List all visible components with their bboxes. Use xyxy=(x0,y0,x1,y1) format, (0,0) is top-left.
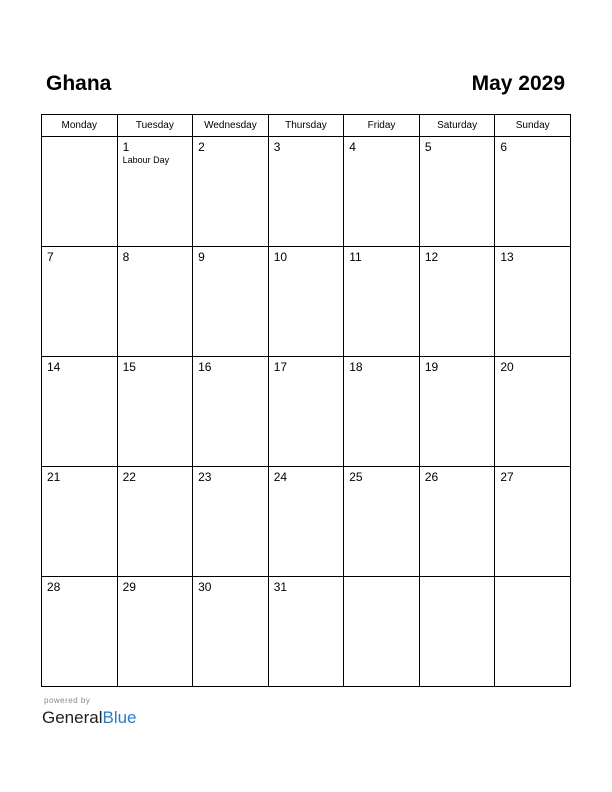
holiday-label xyxy=(420,484,495,485)
day-cell xyxy=(419,247,495,357)
day-cell xyxy=(117,577,193,687)
day-cell xyxy=(193,467,269,577)
holiday-label xyxy=(269,154,344,155)
week-row xyxy=(42,137,571,247)
holiday-label xyxy=(269,374,344,375)
holiday-label xyxy=(495,580,570,581)
day-number: 28 xyxy=(47,580,61,594)
day-cell xyxy=(268,467,344,577)
day-cell xyxy=(117,137,193,247)
day-cell xyxy=(193,357,269,467)
weekday-header: Sunday xyxy=(495,115,571,137)
day-number: 3 xyxy=(273,140,281,154)
holiday-label xyxy=(193,484,268,485)
holiday-label xyxy=(420,264,495,265)
day-cell xyxy=(42,357,118,467)
day-cell xyxy=(419,467,495,577)
weekday-header: Saturday xyxy=(419,115,495,137)
day-number: 4 xyxy=(349,140,356,154)
day-number: 29 xyxy=(122,580,136,594)
day-cell xyxy=(193,577,269,687)
day-cell xyxy=(344,247,420,357)
day-cell xyxy=(419,577,495,687)
day-number: 30 xyxy=(198,580,212,594)
holiday-label xyxy=(495,264,570,265)
country-title: Ghana xyxy=(46,72,112,95)
holiday-label xyxy=(420,374,495,375)
day-number: 21 xyxy=(47,470,61,484)
holiday-label xyxy=(42,484,117,485)
day-number: 19 xyxy=(424,360,439,374)
day-cell xyxy=(419,137,495,247)
holiday-label xyxy=(495,374,570,375)
holiday-label xyxy=(420,580,495,581)
day-cell xyxy=(495,137,571,247)
day-number: 25 xyxy=(349,470,363,484)
day-cell xyxy=(42,577,118,687)
day-number: 15 xyxy=(122,360,136,374)
holiday-label xyxy=(269,594,344,595)
day-cell xyxy=(268,247,344,357)
day-number: 24 xyxy=(273,470,288,484)
day-number: 26 xyxy=(424,470,439,484)
generalblue-logo[interactable] xyxy=(42,707,137,729)
day-cell xyxy=(344,467,420,577)
weekday-header-row xyxy=(42,115,571,137)
holiday-label xyxy=(42,264,117,265)
day-number: 11 xyxy=(349,250,362,264)
day-number: 14 xyxy=(47,360,61,374)
day-cell xyxy=(495,467,571,577)
week-row xyxy=(42,247,571,357)
holiday-label xyxy=(269,484,344,485)
holiday-label xyxy=(118,484,193,485)
week-row xyxy=(42,467,571,577)
calendar-grid xyxy=(41,114,571,687)
weekday-header: Thursday xyxy=(268,115,344,137)
day-cell xyxy=(193,247,269,357)
day-cell xyxy=(495,357,571,467)
holiday-label xyxy=(193,154,268,155)
day-number: 22 xyxy=(122,470,136,484)
holiday-label xyxy=(118,374,193,375)
day-number: 12 xyxy=(424,250,439,264)
day-cell xyxy=(495,247,571,357)
day-cell xyxy=(42,247,118,357)
powered-by-text: powered by xyxy=(44,696,91,705)
day-cell xyxy=(268,357,344,467)
holiday-label: Labour Day xyxy=(122,155,170,165)
day-number: 16 xyxy=(198,360,212,374)
holiday-label xyxy=(344,580,419,581)
week-row xyxy=(42,577,571,687)
holiday-label xyxy=(269,264,344,265)
day-number: 1 xyxy=(122,140,130,154)
holiday-label xyxy=(344,154,419,155)
weekday-header: Tuesday xyxy=(117,115,193,137)
holiday-label xyxy=(42,374,117,375)
month-year-title: May 2029 xyxy=(471,72,565,95)
holiday-label xyxy=(193,264,268,265)
day-number: 17 xyxy=(273,360,288,374)
holiday-label xyxy=(193,594,268,595)
holiday-label xyxy=(42,140,117,141)
day-cell xyxy=(193,137,269,247)
weekday-header: Friday xyxy=(344,115,420,137)
week-row xyxy=(42,357,571,467)
day-cell xyxy=(117,247,193,357)
day-cell xyxy=(344,357,420,467)
holiday-label xyxy=(495,484,570,485)
holiday-label xyxy=(118,594,193,595)
day-number: 20 xyxy=(500,360,514,374)
footer-branding xyxy=(42,696,137,729)
day-cell xyxy=(268,137,344,247)
day-number: 9 xyxy=(198,250,205,264)
day-cell xyxy=(117,357,193,467)
day-cell xyxy=(419,357,495,467)
day-number: 18 xyxy=(349,360,363,374)
day-number: 7 xyxy=(47,250,54,264)
day-cell xyxy=(495,577,571,687)
holiday-label xyxy=(193,374,268,375)
day-cell xyxy=(42,467,118,577)
day-number: 13 xyxy=(500,250,514,264)
holiday-label xyxy=(495,154,570,155)
holiday-label xyxy=(344,484,419,485)
day-number: 10 xyxy=(273,250,288,264)
day-number: 27 xyxy=(500,470,514,484)
holiday-label xyxy=(42,594,117,595)
day-number: 5 xyxy=(424,140,432,154)
day-number: 2 xyxy=(198,140,205,154)
weekday-header: Monday xyxy=(42,115,118,137)
day-cell xyxy=(344,577,420,687)
holiday-label xyxy=(344,264,419,265)
holiday-label xyxy=(420,154,495,155)
brand-general-text: General xyxy=(42,708,103,727)
day-number: 23 xyxy=(198,470,212,484)
day-number: 8 xyxy=(122,250,130,264)
weekday-header: Wednesday xyxy=(193,115,269,137)
day-number: 31 xyxy=(273,580,288,594)
day-number: 6 xyxy=(500,140,508,154)
day-cell xyxy=(344,137,420,247)
day-cell xyxy=(117,467,193,577)
day-cell xyxy=(42,137,118,247)
day-cell xyxy=(268,577,344,687)
holiday-label xyxy=(118,264,193,265)
brand-blue-text: Blue xyxy=(102,708,137,727)
holiday-label xyxy=(344,374,419,375)
